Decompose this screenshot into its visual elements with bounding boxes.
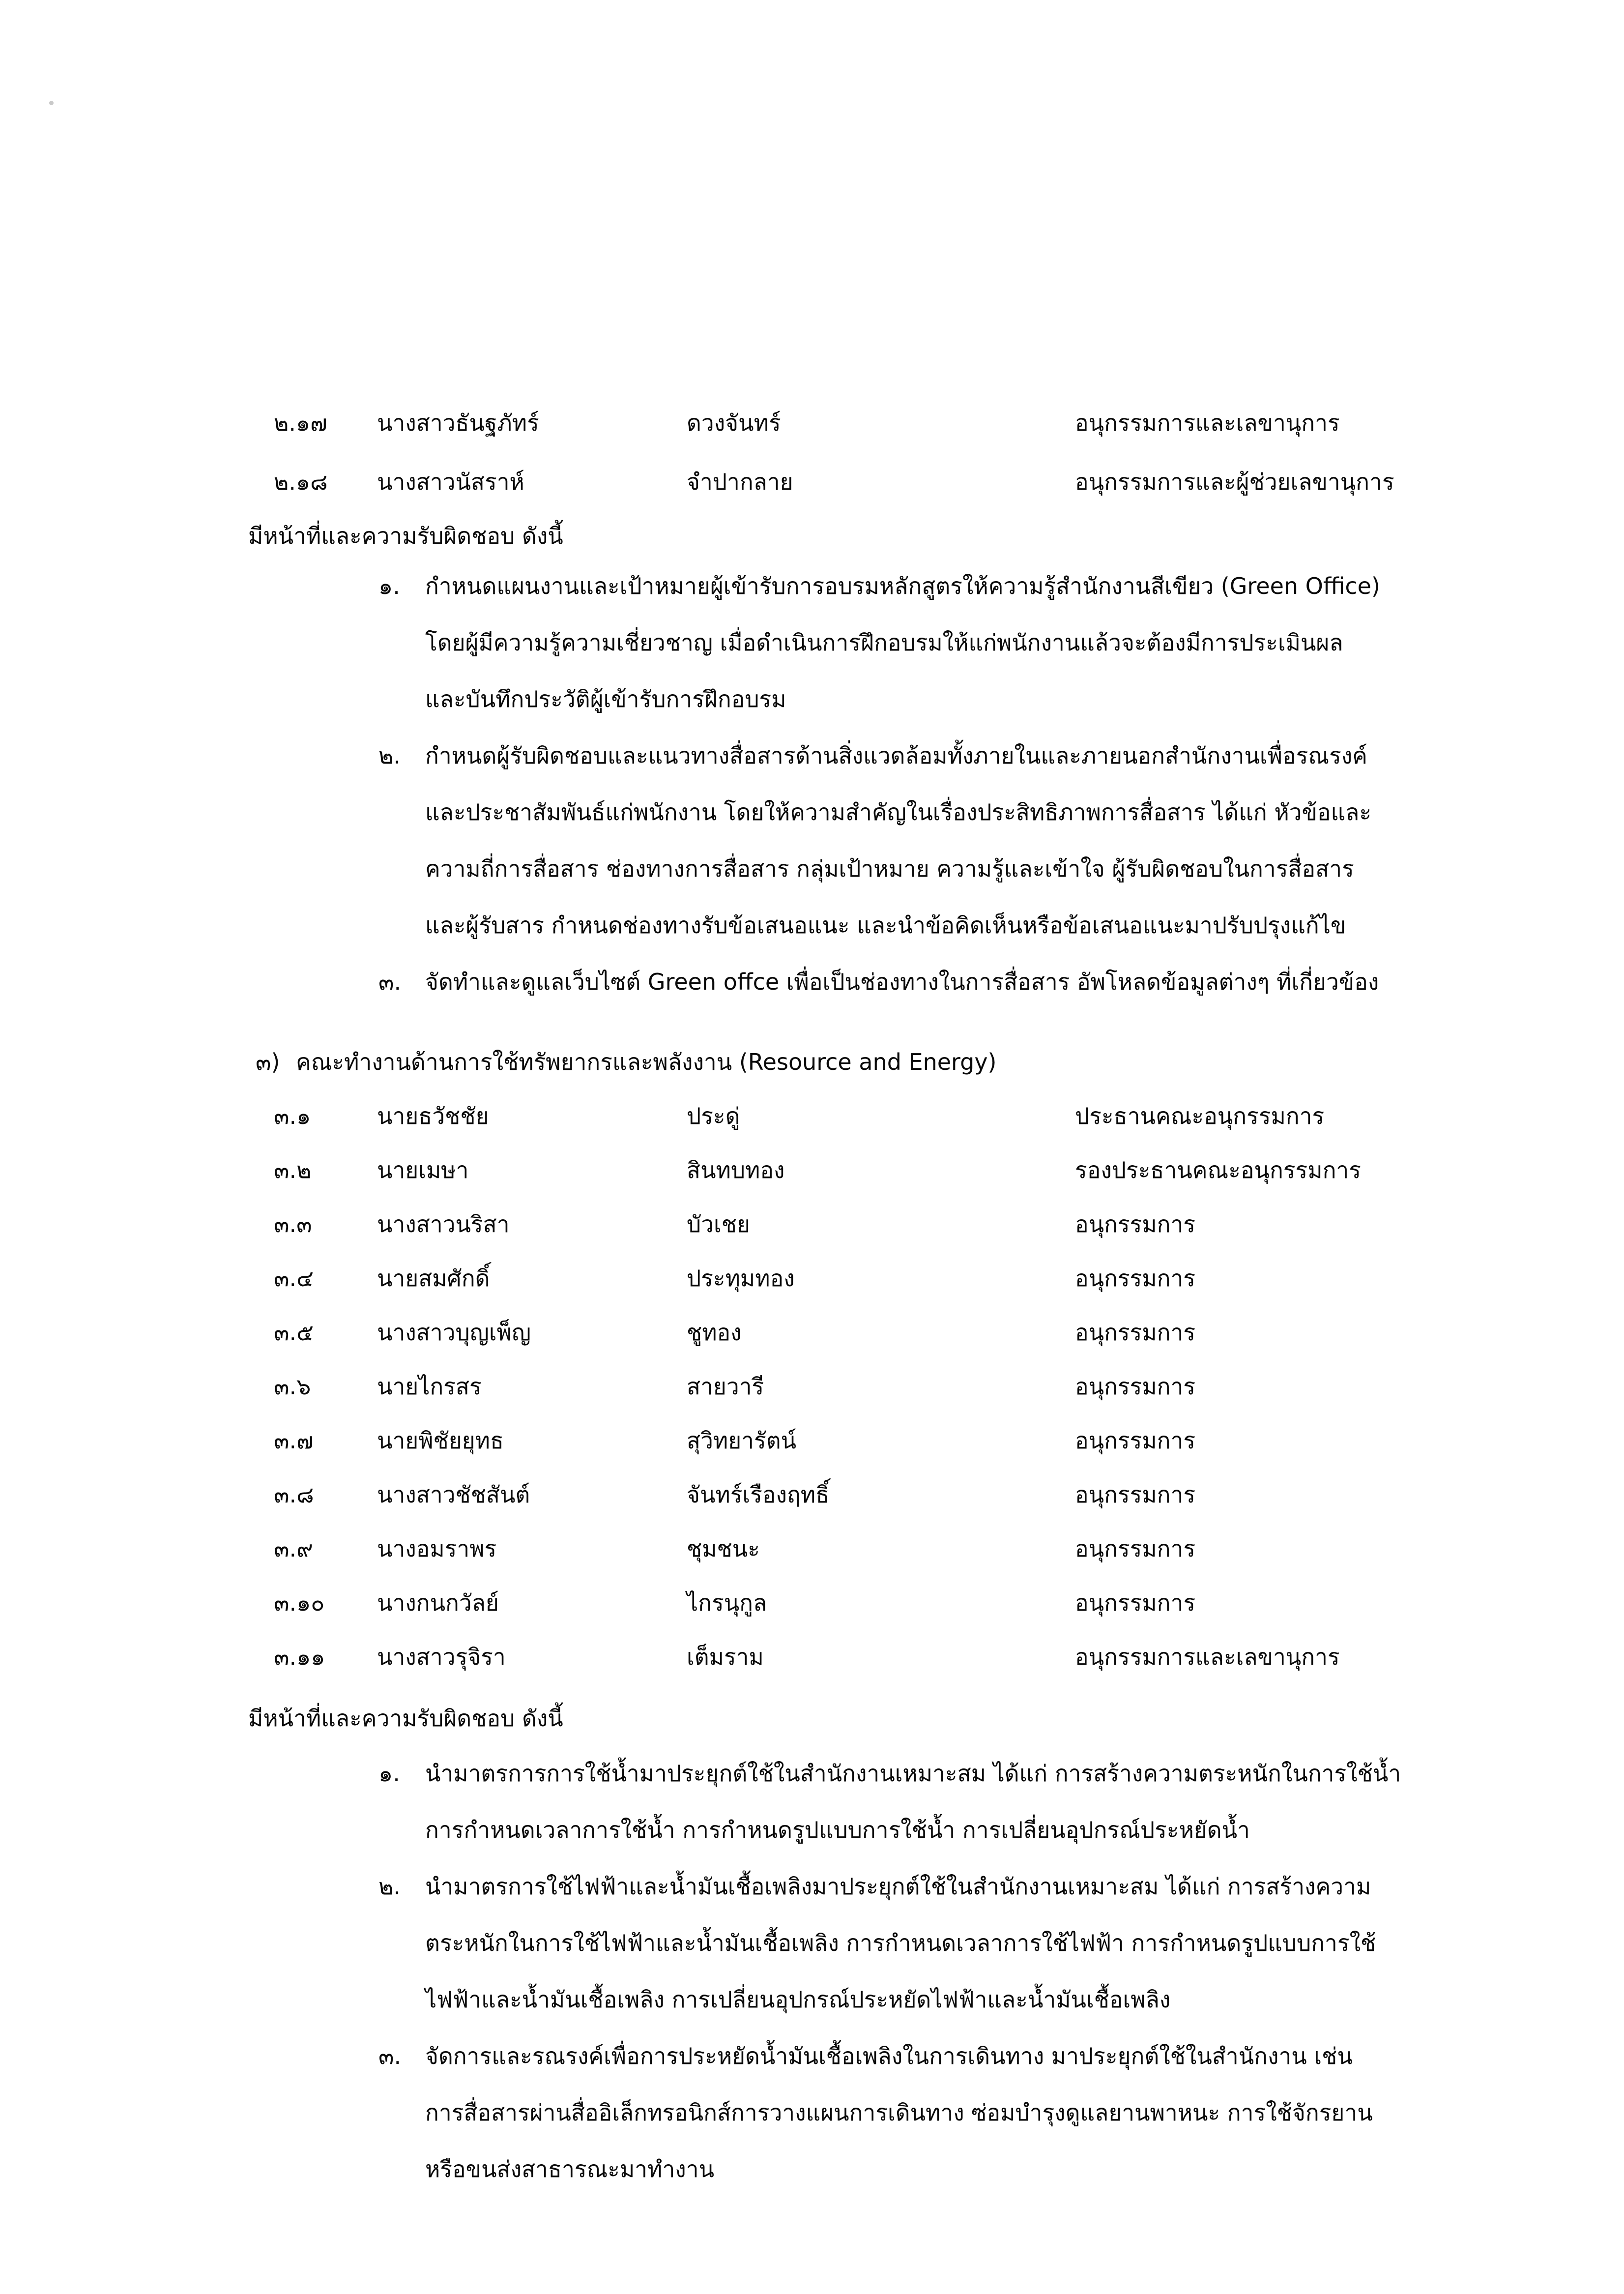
duty-line: และประชาสัมพันธ์แก่พนักงาน โดยให้ความสำคัญในเรื่องประสิทธิภาพการสื่อสาร ได้แก่ หัวข้อและ (425, 799, 1372, 825)
member-role: อนุกรรมการ (1075, 1589, 1196, 1616)
member-last-name: สินทบทอง (687, 1156, 785, 1183)
member-role: อนุกรรมการ (1075, 1535, 1196, 1562)
member-first-name: นางสาวนริสา (377, 1210, 510, 1237)
table-row (0, 1576, 1624, 1630)
member-last-name: ไกรนุกูล (687, 1589, 767, 1616)
member-role: อนุกรรมการและผู้ช่วยเลขานุการ (1075, 468, 1394, 495)
scan-artifact (49, 101, 54, 105)
member-last-name: ประทุมทอง (687, 1265, 795, 1292)
section3-duties-list (0, 1745, 1624, 2198)
committee2-duties-heading: มีหน้าที่และความรับผิดชอบ ดังนี้ (248, 522, 563, 549)
section3-members-table (0, 1089, 1624, 1684)
member-last-name: จันทร์เรืองฤทธิ์ (687, 1481, 830, 1508)
member-number: ๓.๙ (274, 1535, 313, 1562)
duty-line: กำหนดแผนงานและเป้าหมายผู้เข้ารับการอบรมหลักสูตรให้ความรู้สำนักงานสีเขียว (Green Office) (425, 573, 1380, 599)
duty-line: และบันทึกประวัติผู้เข้ารับการฝึกอบรม (425, 686, 786, 712)
duty-number: ๓. (378, 2043, 402, 2069)
committee2-duties-list (0, 558, 1624, 1010)
member-number: ๒.๑๗ (274, 409, 327, 436)
member-first-name: นายธวัชชัย (377, 1102, 489, 1129)
member-first-name: นางสาวชัชสันต์ (377, 1481, 530, 1508)
duty-item (0, 558, 1624, 728)
member-first-name: นางสาวรุจิรา (377, 1643, 506, 1670)
member-number: ๓.๑ (274, 1102, 311, 1129)
member-last-name: สุวิทยารัตน์ (687, 1427, 797, 1454)
table-row (0, 393, 1624, 452)
member-first-name: นางอมราพร (377, 1535, 497, 1562)
member-number: ๓.๗ (274, 1427, 314, 1454)
member-number: ๒.๑๘ (274, 468, 328, 495)
duty-line: จัดการและรณรงค์เพื่อการประหยัดน้ำมันเชื้อเพลิงในการเดินทาง มาประยุกต์ใช้ในสำนักงาน เช่น (425, 2043, 1353, 2069)
duty-number: ๒. (378, 1873, 401, 1900)
duty-text (425, 558, 1624, 728)
table-row (0, 1089, 1624, 1143)
section3-number: ๓) (256, 1048, 280, 1075)
member-role: อนุกรรมการ (1075, 1265, 1196, 1292)
duty-line: โดยผู้มีความรู้ความเชี่ยวชาญ เมื่อดำเนินการฝึกอบรมให้แก่พนักงานแล้วจะต้องมีการประเมินผล (425, 629, 1343, 656)
duty-item (0, 1745, 1624, 1858)
duty-text (425, 1745, 1624, 1858)
member-number: ๓.๑๑ (274, 1643, 325, 1670)
duty-text (425, 728, 1624, 954)
table-row (0, 452, 1624, 511)
duty-item (0, 1858, 1624, 2028)
table-row (0, 1197, 1624, 1251)
member-last-name: ชุมชนะ (687, 1535, 760, 1562)
committee2-members-table (0, 393, 1624, 511)
member-number: ๓.๕ (274, 1319, 314, 1346)
member-last-name: ประดู่ (687, 1102, 740, 1129)
member-role: อนุกรรมการ (1075, 1210, 1196, 1237)
duty-line: นำมาตรการการใช้น้ำมาประยุกต์ใช้ในสำนักงานเหมาะสม ได้แก่ การสร้างความตระหนักในการใช้น้ำ (425, 1760, 1401, 1787)
member-last-name: เต็มราม (687, 1643, 764, 1670)
duty-item (0, 728, 1624, 954)
member-number: ๓.๔ (274, 1265, 314, 1292)
member-first-name: นางสาวบุญเพ็ญ (377, 1319, 531, 1346)
table-row (0, 1468, 1624, 1522)
duty-number: ๑. (378, 573, 400, 599)
member-number: ๓.๖ (274, 1373, 311, 1400)
member-last-name: ชูทอง (687, 1319, 742, 1346)
duty-number: ๑. (378, 1760, 400, 1787)
member-first-name: นายพิชัยยุทธ (377, 1427, 504, 1454)
section3-title: คณะทำงานด้านการใช้ทรัพยากรและพลังงาน (Resource and Energy) (296, 1048, 997, 1075)
member-last-name: จำปากลาย (687, 468, 793, 495)
member-last-name: บัวเชย (687, 1210, 750, 1237)
member-first-name: นางสาวธันฐภัทร์ (377, 409, 539, 436)
duty-line: จัดทำและดูแลเว็บไซต์ Green offce เพื่อเป็นช่องทางในการสื่อสาร อัพโหลดข้อมูลต่างๆ ที่เกี่ยวข้อง (425, 969, 1379, 995)
member-role: อนุกรรมการ (1075, 1373, 1196, 1400)
duty-text (425, 2028, 1624, 2198)
member-first-name: นางกนกวัลย์ (377, 1589, 499, 1616)
member-number: ๓.๒ (274, 1156, 312, 1183)
table-row (0, 1251, 1624, 1305)
duty-number: ๓. (378, 969, 402, 995)
duty-line: การกำหนดเวลาการใช้น้ำ การกำหนดรูปแบบการใช้น้ำ การเปลี่ยนอุปกรณ์ประหยัดน้ำ (425, 1817, 1250, 1843)
table-row (0, 1359, 1624, 1413)
duty-item (0, 2028, 1624, 2198)
section3-header (256, 1035, 997, 1089)
duty-line: การสื่อสารผ่านสื่ออิเล็กทรอนิกส์การวางแผนการเดินทาง ซ่อมบำรุงดูแลยานพาหนะ การใช้จักรยาน (425, 2099, 1373, 2126)
duty-line: ตระหนักในการใช้ไฟฟ้าและน้ำมันเชื้อเพลิง การกำหนดเวลาการใช้ไฟฟ้า การกำหนดรูปแบบการใช้ (425, 1930, 1376, 1956)
duty-item (0, 954, 1624, 1010)
member-last-name: ดวงจันทร์ (687, 409, 781, 436)
duty-line: ความถี่การสื่อสาร ช่องทางการสื่อสาร กลุ่มเป้าหมาย ความรู้และเข้าใจ ผู้รับผิดชอบในการสื่อสาร (425, 855, 1354, 882)
member-role: รองประธานคณะอนุกรรมการ (1075, 1156, 1361, 1183)
table-row (0, 1413, 1624, 1468)
member-number: ๓.๑๐ (274, 1589, 325, 1616)
table-row (0, 1305, 1624, 1359)
member-number: ๓.๘ (274, 1481, 314, 1508)
table-row (0, 1143, 1624, 1197)
table-row (0, 1630, 1624, 1684)
member-role: อนุกรรมการและเลขานุการ (1075, 1643, 1340, 1670)
duty-text (425, 1858, 1624, 2028)
duty-number: ๒. (378, 742, 401, 769)
member-first-name: นายเมษา (377, 1156, 469, 1183)
duty-text (425, 954, 1624, 1010)
duty-line: นำมาตรการใช้ไฟฟ้าและน้ำมันเชื้อเพลิงมาประยุกต์ใช้ในสำนักงานเหมาะสม ได้แก่ การสร้างความ (425, 1873, 1371, 1900)
member-first-name: นายสมศักดิ์ (377, 1265, 490, 1292)
section3-duties-heading: มีหน้าที่และความรับผิดชอบ ดังนี้ (248, 1705, 563, 1732)
member-first-name: นางสาวนัสราห์ (377, 468, 524, 495)
member-first-name: นายไกรสร (377, 1373, 482, 1400)
duty-line: และผู้รับสาร กำหนดช่องทางรับข้อเสนอแนะ และนำข้อคิดเห็นหรือข้อเสนอแนะมาปรับปรุงแก้ไข (425, 912, 1346, 939)
duty-line: กำหนดผู้รับผิดชอบและแนวทางสื่อสารด้านสิ่งแวดล้อมทั้งภายในและภายนอกสำนักงานเพื่อรณรงค์ (425, 742, 1367, 769)
duty-line: หรือขนส่งสาธารณะมาทำงาน (425, 2156, 715, 2182)
member-role: ประธานคณะอนุกรรมการ (1075, 1102, 1325, 1129)
member-last-name: สายวารี (687, 1373, 764, 1400)
member-role: อนุกรรมการและเลขานุการ (1075, 409, 1340, 436)
duty-line: ไฟฟ้าและน้ำมันเชื้อเพลิง การเปลี่ยนอุปกรณ์ประหยัดไฟฟ้าและน้ำมันเชื้อเพลิง (425, 1986, 1171, 2013)
member-role: อนุกรรมการ (1075, 1319, 1196, 1346)
member-role: อนุกรรมการ (1075, 1481, 1196, 1508)
table-row (0, 1522, 1624, 1576)
member-role: อนุกรรมการ (1075, 1427, 1196, 1454)
member-number: ๓.๓ (274, 1210, 312, 1237)
